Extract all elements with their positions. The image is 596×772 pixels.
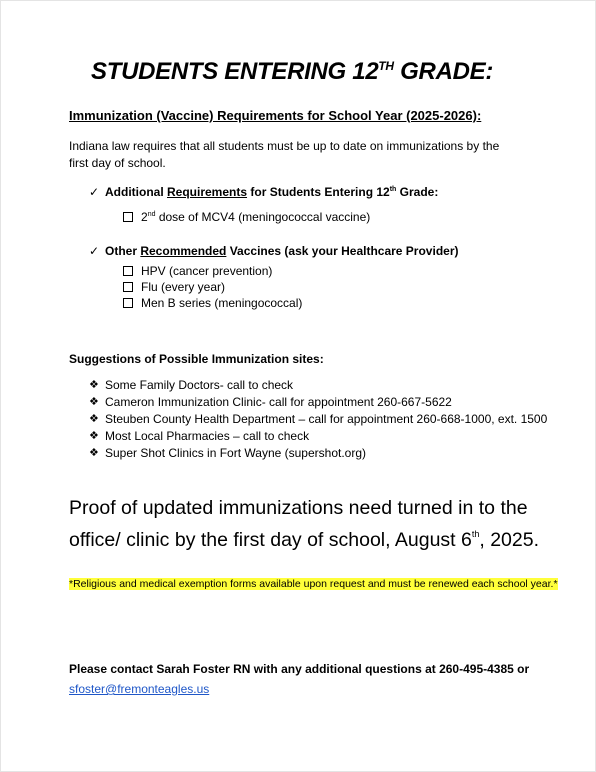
- title-superscript: TH: [378, 59, 394, 73]
- sites-list: [89, 377, 559, 462]
- recommended-heading-pre: Other: [105, 244, 141, 258]
- recommended-heading: [89, 244, 459, 258]
- diamond-bullet-icon: ❖: [89, 430, 99, 442]
- recommended-item-label: Men B series (meningococcal): [141, 296, 303, 310]
- proof-statement: [69, 495, 569, 553]
- list-item: [89, 411, 559, 428]
- list-item: [89, 445, 559, 462]
- proof-text: Proof of updated immunizations need turned in to the office/ clinic by the first day of school, August 6: [69, 497, 528, 551]
- list-item: [89, 377, 559, 394]
- required-item-pre: 2: [141, 210, 148, 224]
- diamond-bullet-icon: ❖: [89, 379, 99, 391]
- list-item: [89, 428, 559, 445]
- checkmark-icon: ✓: [89, 185, 100, 199]
- contact-info: [69, 659, 559, 699]
- required-heading-underlined: Requirements: [167, 185, 248, 199]
- site-text: Most Local Pharmacies – call to check: [105, 429, 310, 443]
- required-item-sup: nd: [147, 211, 156, 218]
- recommended-heading-post: Vaccines (ask your Healthcare Provider): [226, 244, 459, 258]
- required-item: [123, 210, 370, 224]
- proof-tail: , 2025.: [479, 529, 540, 551]
- intro-paragraph: Indiana law requires that all students must be up to date on immunizations by the first day of school.: [69, 139, 500, 170]
- checkbox-icon: [123, 282, 133, 292]
- required-heading-post: for Students Entering 12: [247, 185, 390, 199]
- page-title: [91, 58, 493, 86]
- required-heading: [89, 185, 438, 199]
- site-text: Cameron Immunization Clinic- call for appointment 260-667-5622: [105, 395, 452, 409]
- required-item-post: dose of MCV4 (meningococcal vaccine): [155, 210, 371, 224]
- diamond-bullet-icon: ❖: [89, 396, 99, 408]
- site-text: Super Shot Clinics in Fort Wayne (supershot.org): [105, 446, 366, 460]
- recommended-heading-underlined: Recommended: [140, 244, 227, 258]
- required-heading-sup: th: [389, 186, 397, 193]
- checkbox-icon: [123, 212, 133, 222]
- recommended-item-menb: [123, 296, 302, 310]
- recommended-item-hpv: [123, 264, 272, 278]
- recommended-item-label: HPV (cancer prevention): [141, 264, 273, 278]
- diamond-bullet-icon: ❖: [89, 413, 99, 425]
- checkbox-icon: [123, 266, 133, 276]
- recommended-item-label: Flu (every year): [141, 280, 226, 294]
- checkbox-icon: [123, 298, 133, 308]
- site-text: Some Family Doctors- call to check: [105, 378, 294, 392]
- requirements-subtitle: Immunization (Vaccine) Requirements for School Year (2025-2026):: [69, 108, 482, 123]
- diamond-bullet-icon: ❖: [89, 447, 99, 459]
- sites-heading: Suggestions of Possible Immunization sites:: [69, 352, 324, 366]
- required-heading-tail: Grade:: [396, 185, 439, 199]
- recommended-item-flu: [123, 280, 225, 294]
- title-text: STUDENTS ENTERING 12: [91, 58, 379, 85]
- site-text: Steuben County Health Department – call for appointment 260-668-1000, ext. 1500: [105, 412, 548, 426]
- exemption-note: [69, 577, 559, 592]
- list-item: [89, 394, 559, 411]
- proof-sup: th: [471, 529, 480, 539]
- checkmark-icon: ✓: [89, 244, 100, 258]
- exemption-note-text: *Religious and medical exemption forms available upon request and must be renewed each school year.*: [69, 578, 558, 590]
- email-link[interactable]: sfoster@fremonteagles.us: [69, 682, 210, 696]
- contact-text: Please contact Sarah Foster RN with any additional questions at 260-495-4385 or: [69, 662, 530, 676]
- required-heading-pre: Additional: [105, 185, 167, 199]
- title-tail: GRADE:: [393, 58, 494, 85]
